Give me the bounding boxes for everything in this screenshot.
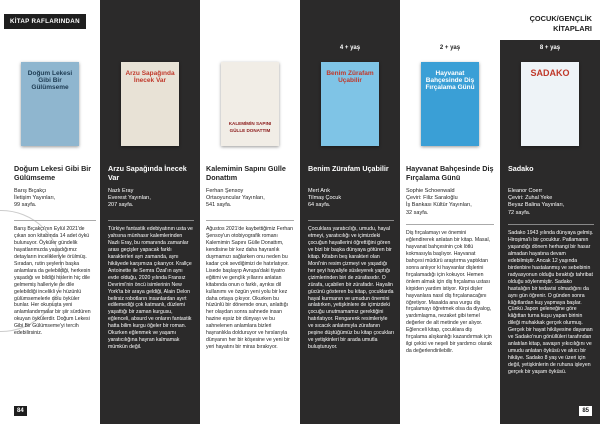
book-column-6 bbox=[500, 0, 600, 424]
cover-title: Arzu Sapağında İnecek Var bbox=[125, 70, 175, 84]
book-meta: Nazlı Eray Everest Yayınları, 207 sayfa. bbox=[108, 188, 151, 209]
book-title: Doğum Lekesi Gibi Bir Gülümseme bbox=[14, 164, 92, 182]
book-cover[interactable] bbox=[321, 62, 379, 146]
cover-title: Hayvanat Bahçesinde Diş Fırçalama Günü bbox=[425, 70, 475, 91]
divider bbox=[14, 220, 96, 221]
book-column-3 bbox=[200, 0, 300, 424]
book-meta: Sophie Schoenwald Çeviri: Filiz Saraloğlu İş Bankası Kültür Yayınları, 32 sayfa. bbox=[406, 188, 472, 216]
book-title: Benim Zürafam Uçabilir bbox=[308, 164, 389, 173]
book-cover[interactable] bbox=[21, 62, 79, 146]
divider bbox=[406, 224, 494, 225]
book-review: Barış Bıçakçı'nın Eylül 2021'de çıkan son kitabında 14 adet öykü bulunuyor. Öyküler gündelik hayatlarımızda yaşadığımız detayların incelikleriyle örülmüş. Sıradan, rutin şeylerin başka anlamlara da gelebildiği, herkesin yaşadığı ve bildiği hislerin hiç dile gelmemiş halleriyle de dile gelebildiği incelikli ve hüzünlü gülümsemelerle dolu öyküler bunlar. Her okunuşta yeni anlamlandırmalar bir şiir sürdüren okuyan öykülerdir. Doğum Lekesi Gibi Bir Gülümseme'yi tercih edebilirsiniz. bbox=[14, 226, 91, 337]
age-label: 8 + yaş bbox=[539, 45, 561, 51]
book-cover[interactable] bbox=[221, 62, 279, 146]
book-title: Arzu Sapağında İnecek Var bbox=[108, 164, 187, 182]
book-meta: Eleanor Coerr Çeviri: Zuhal Yeke Beyaz Balina Yayınları, 72 sayfa. bbox=[508, 188, 565, 216]
page-number: 85 bbox=[579, 406, 592, 416]
book-title: Kalemimin Sapını Gülle Donattım bbox=[206, 164, 286, 182]
book-title: Hayvanat Bahçesinde Diş Fırçalama Günü bbox=[406, 164, 494, 182]
book-review: Sadako 1943 yılında dünyaya gelmiş. Hiroşima'lı bir çocuktur. Patlamanın yaşandığı dönem herhangi bir hasar almadan hayatına devam edebilmiştir. Ancak 12 yaşında birdenbire hastalanmış ve sebebinin radyasyonun olduğu bıraktığı tahribat olduğu söylenmiştir. Sadako hastalığın bir tedavisi olmadığını da aynı gün öğrenir. O günden sonra kâğıtlardan kuş yapmaya başlar. Çünkü Japon geleneğine göre kâğıttan turna kuşu yapan birinin dileği muhakkak gerçek olurmuş. Gerçek bir hayat hikâyesine dayanan ve Sadako'nun gönüllüleri tarafından anlatılan kitap, savaşın yıkıcılığını ve umudu anlatan öyküsü ve akıcı bir hikâye. Sadako 8 yaş ve üzeri için değil, yetişkinlerin de ruhuna işleyen gerçek bir yaşam öyküsü. bbox=[508, 230, 594, 376]
book-cover[interactable] bbox=[421, 62, 479, 146]
book-cover[interactable] bbox=[521, 62, 579, 146]
book-column-1 bbox=[0, 0, 100, 424]
book-review: Çocuklara yaratıcılığı, umudu, hayal etmeyi, yaratıcılığı ve içimizdeki çocuğun hayallerini öğrettiğini gören ve bizi bir başka dünyaya götüren bir kitap. Kitabın beş karakteri olan Moni'nin resim çizmeyi ve yaşadığı her şeyi hayaliyle süsleyerek yaptığı çizimlerinden biri de zürafasıdır. O zürafa, uçabilen bir zürafadır. Hayalin gücünü gösteren bu kitap, çocuklarda hayal kurmanın ve umudun önemini anlatırken, yetişkinlere de içimizdeki çocuğu unutmamamız gerektiğini hatırlatıyor. Rengarenk resimleriyle ve sıcacık anlatımıyla zürafanın peşine düştüğümüz bu kitap çocukları ve yetişkinleri bir arada umutla buluşturuyor. bbox=[308, 226, 395, 351]
book-review: Diş fırçalamayı ve önemini eğlendirerek anlatan bir kitap. Masal, hayvanat bahçesinin çok lötlü kokmasıyla başlıyor. Hayvanat bahçesi müdürü araştırma yaptıktan sonra anlıyor ki hayvanlar dişlerini fırçalamadığı için kokuyor. Hemen önlem almak için diş fırçalama ustası kirpiden yardım istiyor. Kirpi dişler hayvanlara nasıl diş fırçalanacağını öğretiyor. Masalda ana vurgu diş fırçalamayı öğretmek olsa da diyalog, yardımlaşma, nezaket gibi temel değerler de alt metinde yer alıyor. Eğlenceli kitap, çocuklara diş fırçalama alışkanlığı kazandırmak için ilgi çekici ve neşeli bir yardımcı olarak da değerlendirilebilir. bbox=[406, 230, 492, 355]
age-label: 2 + yaş bbox=[439, 45, 461, 51]
book-meta: Mert Arık Tilmaş Çocuk 64 sayfa. bbox=[308, 188, 342, 209]
book-column-5 bbox=[400, 0, 500, 424]
divider bbox=[308, 220, 394, 221]
section-badge: KİTAP RAFLARINDAN bbox=[4, 14, 86, 29]
book-review: Ağustos 2021'de kaybettiğimiz Ferhan Şensoy'un otobiyografik romanı Kalemimin Sapını Gülle Donattım, kendisine bir kez daha hayranlık duymamızı sağlarken onu neden bu kadar çok sevdiğimizi de hatırlatıyor. Lisede başlayıp Avrupa'daki tiyatro eğitimi ve gençlik yıllarını anlatan kitabında onun o farklı, ayrıksı dil kullanımı ve özgün yeni yolu bir kez daha ortaya çıkıyor. Okurken bu hüzünlü bir dönemde onun, anlattığı her olaydan sonra sahnede insan hazine eşsiz bir dünyayı ve bu sahnelenen anlamlara bizleri hayranlıkla dolduruyor ve hırslarıyla dünyanın her bir köşesine ve yeni bir yeri hayatını bir miras bırakıyor. bbox=[206, 226, 293, 351]
book-review: Türkiye fantastik edebiyatının usta ve yahsına münhasır kalemlerinden Nazlı Eray, bu romanında zamanlar arası geçişler yapacak farklı karakterleri ayrı zamanda, aynı hikâyede karşımıza çıkarıyor. Krallçe Antoinette ile Semra Özal'ın aynı evde olduğu, 2020 yılında Fransız Devrimi'nin öncü isimlerinin New York'ta bir araya geldiği, Alain Delon belirsiz robotların insanlardan ayırt edilemediği çok katmanlı, düzlemi yaşattığı bir zaman kurgusu, eğlenceli, absurd ve onların fantastik hatta bilim kurgu öğeler bir roman. Okurken eğlenmek ve yaşamı yaratıcılığına hayran kalmamak mümkün değil. bbox=[108, 226, 193, 351]
book-title: Sadako bbox=[508, 164, 534, 173]
cover-title: Doğum Lekesi Gibi Bir Gülümseme bbox=[27, 70, 73, 91]
book-column-4 bbox=[300, 0, 400, 424]
age-label: 4 + yaş bbox=[339, 45, 361, 51]
book-meta: Barış Bıçakçı İletişim Yayınları, 99 sayfa. bbox=[14, 188, 56, 209]
book-column-2 bbox=[100, 0, 200, 424]
cover-title: SADAKO bbox=[530, 68, 570, 78]
book-cover[interactable] bbox=[121, 62, 179, 146]
book-meta: Ferhan Şensoy Ortaoyuncular Yayınları, 541 sayfa. bbox=[206, 188, 265, 209]
cover-title: KALEMİMİN SAPINI GÜLLE DONATTIM bbox=[228, 121, 272, 133]
divider bbox=[108, 220, 194, 221]
cover-title: Benim Zürafam Uçabilir bbox=[326, 70, 374, 84]
page-number: 84 bbox=[14, 406, 27, 416]
section-header: ÇOCUK/GENÇLİK KİTAPLARI bbox=[529, 14, 592, 33]
divider bbox=[508, 224, 594, 225]
divider bbox=[206, 220, 294, 221]
